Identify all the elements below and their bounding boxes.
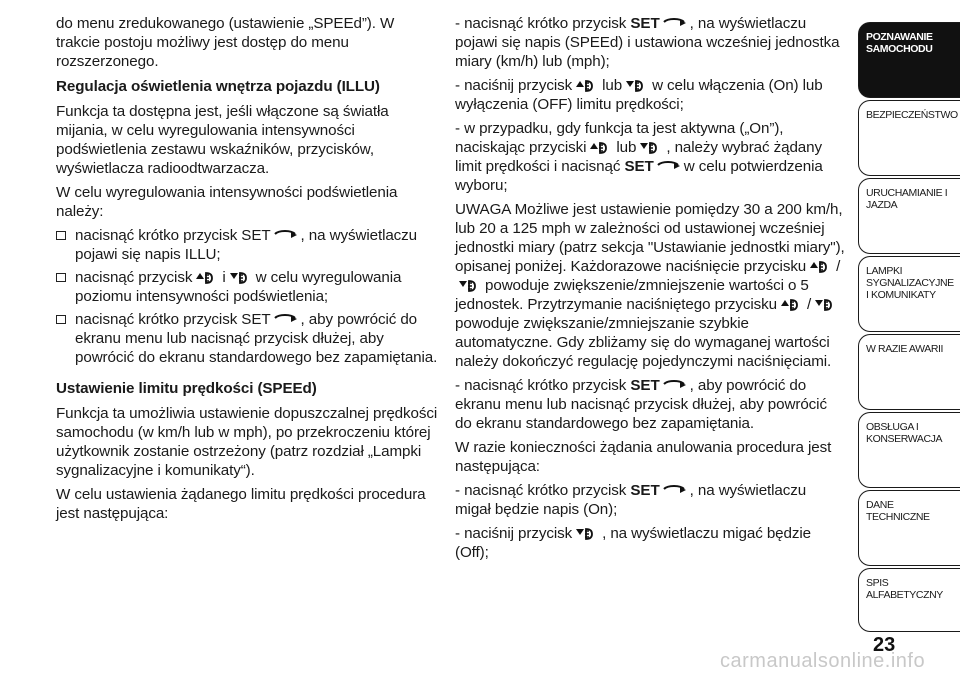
watermark-text: carmanualsonline.info (720, 650, 926, 672)
illu-heading: Regulacja oświetlenia wnętrza pojazdu (ILLU) (56, 78, 380, 95)
set-return-arrow-icon (662, 379, 688, 393)
list-item (56, 310, 438, 367)
illu-instructions-intro: W celu wyregulowania intensywności podświetlenia należy: (56, 184, 398, 220)
tab-poznawanie-samochodu[interactable]: POZNAWANIE SAMOCHODU (858, 22, 960, 98)
step-paragraph: - w przypadku, gdy funkcja ta jest aktywna („On”), naciskając przyciski lub , należy wybrać żądany limit prędkości i nacisnąć SET w celu potwierdzenia wyboru; (455, 120, 823, 194)
page-number: 23 (873, 634, 896, 656)
step-paragraph: - nacisnąć krótko przycisk SET , aby powrócić do ekranu menu lub nacisnąć przycisk dłużej, aby powrócić do ekranu standardowego bez zapamiętania. (455, 377, 827, 432)
list-item (56, 226, 438, 264)
step-text: nacisnąć przycisk (75, 269, 193, 286)
list-item (56, 268, 438, 306)
set-label: SET (630, 482, 660, 499)
step-text: i (222, 269, 226, 286)
illu-description: Funkcja ta dostępna jest, jeśli włączone są światła mijania, w celu wyregulowania intensywności podświetlenia zestawu wskaźników, przycisków, wyświetlacza radioodtwarzacza. (56, 103, 389, 177)
arrow-up-light-icon (779, 296, 805, 312)
arrow-up-light-icon (194, 269, 220, 285)
left-column (56, 14, 438, 528)
step-paragraph: - nacisnąć krótko przycisk SET , na wyświetlaczu pojawi się napis (SPEEd) i ustawiona wcześniej jednostka miary (km/h) lub (mph); (455, 15, 840, 70)
arrow-down-light-icon (457, 277, 483, 293)
bullet-box-icon (56, 273, 66, 282)
cancel-intro: W razie konieczności żądania anulowania procedura jest następująca: (455, 439, 832, 475)
chapter-sidebar (858, 0, 960, 678)
step-paragraph: - nacisnąć krótko przycisk SET , na wyświetlaczu migał będzie napis (On); (455, 482, 807, 518)
set-label: SET (624, 158, 654, 175)
step-paragraph: - naciśnij przycisk lub w celu włączenia (On) lub wyłączenia (OFF) limitu prędkości; (455, 77, 823, 113)
right-column (455, 14, 845, 567)
arrow-up-light-icon (588, 139, 614, 155)
set-return-arrow-icon (662, 17, 688, 31)
tab-spis-alfabetyczny[interactable]: SPIS ALFABETYCZNY (858, 568, 960, 632)
step-text: , na wyświetlaczu pojawi się napis ILLU; (75, 227, 418, 263)
note-paragraph: UWAGA Możliwe jest ustawienie pomiędzy 30 a 200 km/h, lub 20 a 125 mph w zależności od ustawionej wcześniej jednostki miary (patrz sekcja "Ustawianie jednostki miary"), opisanej poniżej. Każdorazowe naciśnięcie przycisku /powoduje zwiększenie/zmniejszenie wartości o 5 jednostek. Przytrzymanie naciśniętego przycisku /powoduje zwiększanie/zmniejszanie szybkie automatyczne. Gdy zbliżamy się do wymaganej wartości należy dokończyć regulację pojedynczymi naciśnięciami. (455, 201, 845, 370)
set-label: SET (630, 377, 660, 394)
arrow-down-light-icon (228, 269, 254, 285)
tab-dane-techniczne[interactable]: DANE TECHNICZNE (858, 490, 960, 566)
step-text: w celu wyregulowania poziomu intensywności podświetlenia; (75, 269, 402, 305)
arrow-up-light-icon (808, 258, 834, 274)
tab-uruchamianie-i-jazda[interactable]: URUCHAMIANIE I JAZDA (858, 178, 960, 254)
set-return-arrow-icon (273, 229, 299, 243)
intro-paragraph: do menu zredukowanego (ustawienie „SPEEd”). W trakcie postoju możliwy jest dostęp do menu rozszerzonego. (56, 15, 395, 70)
arrow-down-light-icon (813, 296, 839, 312)
step-text: nacisnąć krótko przycisk SET (75, 311, 271, 328)
bullet-box-icon (56, 315, 66, 324)
step-paragraph: - naciśnij przycisk , na wyświetlaczu migać będzie (Off); (455, 525, 811, 561)
step-text: nacisnąć krótko przycisk SET (75, 227, 271, 244)
speed-heading: Ustawienie limitu prędkości (SPEEd) (56, 380, 317, 397)
speed-procedure-intro: W celu ustawienia żądanego limitu prędkości procedura jest następująca: (56, 486, 426, 522)
tab-w-razie-awarii[interactable]: W RAZIE AWARII (858, 334, 960, 410)
tab-lampki-sygnalizacyjne[interactable]: LAMPKI SYGNALIZACYJNE I KOMUNIKATY (858, 256, 960, 332)
step-text: , aby powrócić do ekranu menu lub nacisnąć przycisk dłużej, aby powrócić do ekranu standardowego bez zapamiętania. (75, 311, 438, 366)
tab-bezpieczenstwo[interactable]: BEZPIECZEŃSTWO (858, 100, 960, 176)
set-return-arrow-icon (273, 313, 299, 327)
set-return-arrow-icon (662, 484, 688, 498)
set-return-arrow-icon (656, 160, 682, 174)
speed-description: Funkcja ta umożliwia ustawienie dopuszczalnej prędkości samochodu (w km/h lub w mph), po przekroczeniu której użytkownik zostanie ostrzeżony (patrz rozdział „Lampki sygnalizacyjne i komunikaty“). (56, 405, 438, 479)
set-label: SET (630, 15, 660, 32)
arrow-up-light-icon (574, 77, 600, 93)
arrow-down-light-icon (624, 77, 650, 93)
arrow-down-light-icon (638, 139, 664, 155)
arrow-down-light-icon (574, 525, 600, 541)
bullet-box-icon (56, 231, 66, 240)
tab-obsluga-i-konserwacja[interactable]: OBSŁUGA I KONSERWACJA (858, 412, 960, 488)
